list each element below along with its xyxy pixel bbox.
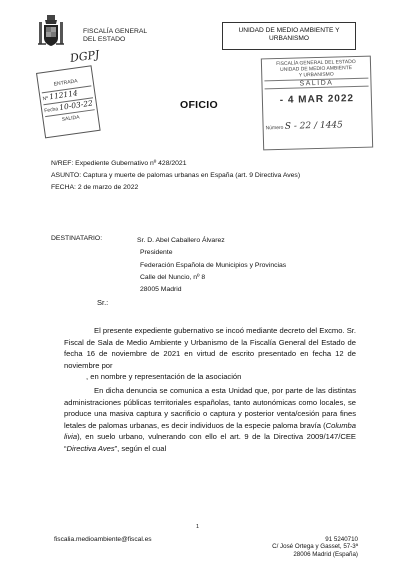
- salutation: Sr.:: [97, 298, 109, 307]
- footer-email[interactable]: fiscalia.medioambiente@fiscal.es: [54, 536, 152, 543]
- recipient-title: Presidente: [140, 249, 173, 257]
- recipient-block: [137, 235, 286, 296]
- paragraph-1-tail: , en nombre y representación de la asociación: [86, 372, 242, 382]
- reference-line: N/REF: Expediente Gubernativo nº 428/2021: [51, 160, 187, 167]
- entrada-date-value: 10-03-22: [58, 98, 94, 113]
- salida-stamp: [261, 56, 373, 151]
- department-box: [222, 22, 356, 50]
- paragraph-2-start: En dicha denuncia se comunica a esta Unidad que, por parte de las distintas administraciones públicas territoriales españolas, tanto autonómicas como locales, se produce una masiva captura y sacrificio o captura y posterior venta/cesión para fines letales de palomas urbanas, es decir individuos de la especie paloma bravía (: [64, 386, 356, 430]
- dept-line-1: UNIDAD DE MEDIO AMBIENTE Y: [238, 27, 340, 34]
- entrada-title: ENTRADA: [41, 77, 92, 94]
- entrada-date-label: Fecha: [43, 106, 59, 115]
- entrada-number-label: Nº: [42, 95, 49, 103]
- salida-org-line-1: FISCALÍA GENERAL DEL ESTADO: [276, 58, 356, 68]
- page-number: 1: [196, 524, 200, 530]
- directive-name: Directiva Aves: [66, 443, 115, 453]
- subject-line: ASUNTO: Captura y muerte de palomas urbanas en España (art. 9 Directiva Aves): [51, 172, 301, 179]
- entrada-footer: SALIDA: [61, 114, 80, 123]
- salida-number-value: S - 22 / 1445: [284, 120, 343, 132]
- salida-number-row: [265, 120, 369, 133]
- organization-name: [83, 28, 147, 44]
- document-type-title: OFICIO: [180, 99, 218, 111]
- handwritten-annotation: DGPJ: [69, 48, 101, 65]
- species-name: Columba livia: [64, 420, 356, 442]
- footer-phone: 91 5240710: [325, 536, 358, 543]
- paragraph-2-mid: ), en suelo urbano, vulnerando con ello el art. 9 de la Directiva 2009/147/CEE “: [64, 432, 356, 453]
- footer-address-1: C/ José Ortega y Gasset, 57-3ª: [272, 543, 358, 551]
- dept-line-2: URBANISMO: [269, 34, 309, 42]
- salida-number-label: Número: [265, 124, 284, 132]
- paragraph-2: [64, 385, 356, 455]
- recipient-org: Federación Española de Municipios y Provincias: [140, 261, 287, 269]
- salida-org-line-2: UNIDAD DE MEDIO AMBIENTE: [280, 65, 353, 73]
- paragraph-1-text: El presente expediente gubernativo se incoó mediante decreto del Excmo. Sr. Fiscal de Sala de Medio Ambiente y Urbanismo de la Fiscalía General del Estado de fecha 16 de noviembre de 2021 en virtud de escrito presentado en fecha 12 de noviembre por: [64, 326, 356, 370]
- footer-contact: [272, 536, 358, 558]
- salida-org-line-3: Y URBANISMO: [298, 71, 334, 79]
- recipient-street: Calle del Nuncio, nº 8: [140, 273, 206, 281]
- footer-address-2: 28006 Madrid (España): [293, 550, 358, 558]
- recipient-name: Sr. D. Abel Caballero Álvarez: [137, 237, 225, 244]
- salida-title: SALIDA: [264, 78, 368, 90]
- recipient-city: 28005 Madrid: [140, 286, 182, 294]
- spanish-coat-of-arms-icon: [36, 14, 66, 50]
- entrada-number-value: 112114: [48, 88, 79, 102]
- paragraph-1: [64, 325, 356, 383]
- salida-date: - 4 MAR 2022: [279, 93, 355, 106]
- date-line: FECHA: 2 de marzo de 2022: [51, 184, 139, 191]
- org-line-1: FISCALÍA GENERAL: [83, 28, 148, 35]
- org-line-2: DEL ESTADO: [83, 36, 126, 43]
- recipient-label: DESTINATARIO:: [51, 235, 103, 242]
- entrada-stamp: [36, 65, 101, 138]
- paragraph-2-end: ”, según el cual: [114, 443, 167, 453]
